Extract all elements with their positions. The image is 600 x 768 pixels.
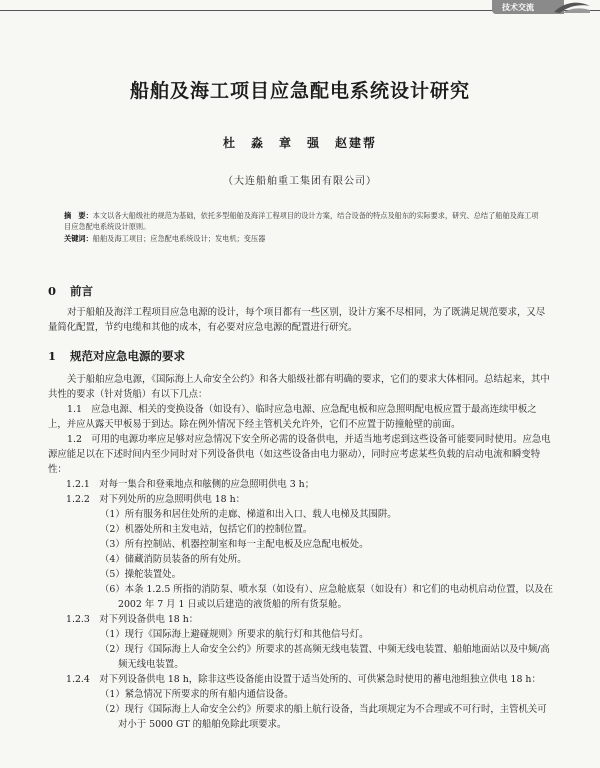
list-item: （3）所有控制站、机器控制室和每一主配电板及应急配电板处。: [100, 539, 369, 550]
abstract-block: [64, 210, 540, 244]
list-item: 1.2.4 对下列设备供电 18 h，除非这些设备能由设置于适当处所的、可供紧急时使用的蓄电池组独立供电 18 h：: [66, 674, 541, 685]
list-item: （6）本条 1.2.5 所指的消防泵、喷水泵（如设有）、应急舱底泵（如设有）和它们的电动机启动位置，以及在 2002 年 7 月 1 日或以后建造的液货船的所有货泵舱。: [100, 584, 553, 610]
section-1-body: [48, 372, 554, 732]
author-list: 杜 淼 章 强 赵建帮: [222, 136, 377, 150]
section-heading-0: [48, 283, 93, 299]
list-item: （2）机器处所和主发电站，包括它们的控制位置。: [100, 524, 313, 535]
list-item: 1.2.3 对下列设备供电 18 h：: [66, 614, 199, 625]
affiliation: （大连船舶重工集团有限公司）: [223, 176, 377, 187]
paragraph: 1.1 应急电源、相关的变换设备（如设有）、临时应急电源、应急配电板和应急照明配电板应置于最高连续甲板之上，并应从露天甲板易于到达。除在例外情况下经主管机关允许外，它们不应置于防撞舱壁的前面。: [48, 404, 537, 430]
section-label: 技术交流: [492, 0, 564, 14]
keywords-label: 关键词：: [64, 234, 93, 243]
list-item: （4）储藏消防员装备的所有处所。: [100, 554, 247, 565]
list-item: 1.2.1 对每一集合和登乘地点和舷侧的应急照明供电 3 h；: [66, 479, 315, 490]
section-title: 规范对应急电源的要求: [70, 349, 186, 363]
list-item: （2）现行《国际海上人命安全公约》所要求的船上航行设备，当此项规定为不合理或不可行时，主管机关可对小于 5000 GT 的船舶免除此项要求。: [100, 704, 547, 730]
paragraph: 1.2 可用的电源功率应足够对应急情况下安全所必需的设备供电，并适当地考虑到这些设备可能要同时使用。应急电源应能足以在下述时间内至少同时对下列设备供电（如这些设备由电力驱动），同时应考虑某些负载的启动电流和瞬变特性：: [48, 434, 551, 475]
paper-title: 船舶及海工项目应急配电系统设计研究: [129, 80, 470, 102]
paragraph: 关于船舶应急电源，《国际海上人命安全公约》和各大船级社都有明确的要求，它们的要求大体相同。总结起来，其中共性的要求（针对货船）有以下几点：: [48, 374, 550, 400]
list-item: （1）所有服务和居住处所的走廊、梯道和出入口、载人电梯及其围阱。: [100, 509, 397, 520]
section-number: 1: [48, 349, 57, 363]
paragraph: 对于船舶及海洋工程项目应急电源的设计，每个项目都有一些区别，设计方案不尽相同，为了既满足规范要求，又尽量简化配置，节约电缆和其他的成本，有必要对应急电源的配置进行研究。: [48, 307, 546, 333]
abstract-label: 摘 要：: [64, 211, 93, 220]
keywords-text: 船舶及海工项目；应急配电系统设计；发电机；变压器: [92, 234, 266, 243]
section-heading-1: [48, 348, 185, 364]
list-item: 1.2.2 对下列处所的应急照明供电 18 h：: [66, 494, 246, 505]
swoosh-icon: [552, 0, 592, 14]
section-title: 前言: [70, 284, 94, 298]
list-item: （1）现行《国际海上避碰规则》所要求的航行灯和其他信号灯。: [100, 629, 369, 640]
section-number: 0: [48, 284, 57, 298]
section-0-body: [48, 305, 554, 335]
list-item: （5）操舵装置处。: [100, 569, 181, 580]
list-item: （1）紧急情况下所要求的所有船内通信设备。: [100, 689, 294, 700]
list-item: （2）现行《国际海上人命安全公约》所要求的甚高频无线电装置、中频无线电装置、船舶地面站以及中频/高频无线电装置。: [100, 644, 550, 670]
abstract-text: 本文以各大船级社的规范为基础，依托多型船舶及海洋工程项目的设计方案，结合设备的特点及船东的实际要求，研究、总结了船舶及海工项目应急配电系统设计原则。: [64, 211, 539, 231]
header-band: [0, 0, 600, 11]
